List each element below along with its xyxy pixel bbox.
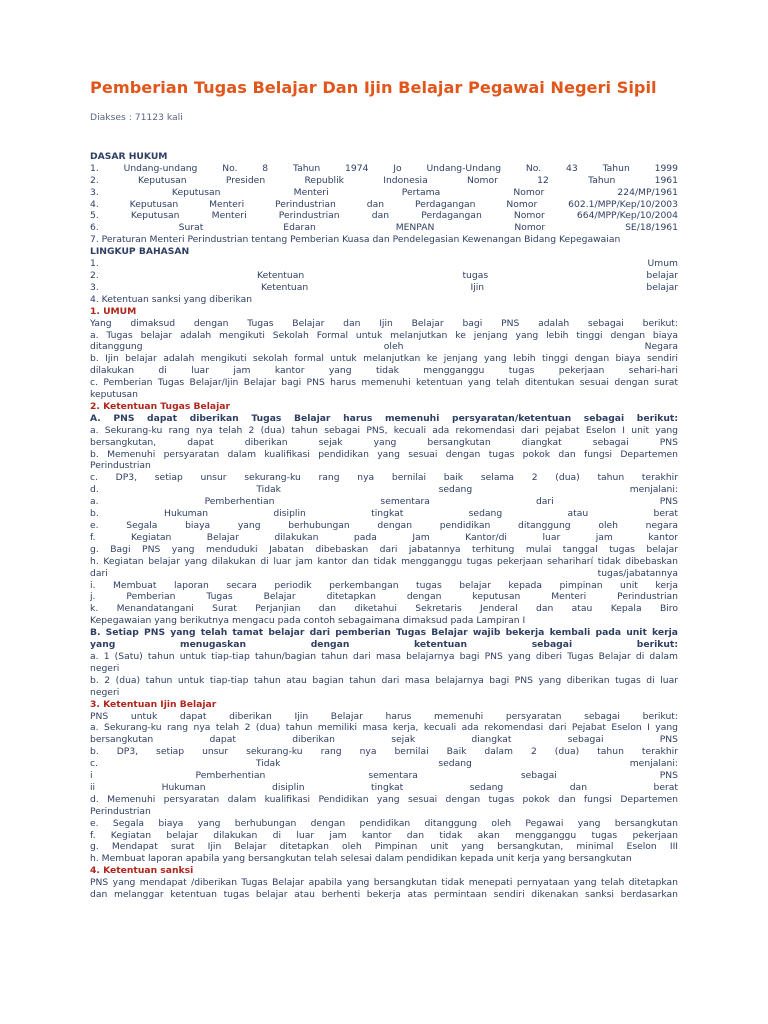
paragraph-line: i. Membuat laporan secara periodik perkembangan tugas belajar kepada pimpinan unit kerja (90, 579, 678, 591)
paragraph-line: g. Mendapat surat Ijin Belajar ditetapkan oleh Pimpinan unit yang bersangkutan, minimal Eselon III (90, 841, 678, 853)
paragraph-line: negeri (90, 662, 120, 674)
section-heading: LINGKUP BAHASAN (90, 246, 190, 258)
paragraph-line: dari tugas/jabatannya (90, 567, 678, 579)
paragraph-line: 2. Ketentuan tugas belajar (90, 269, 678, 281)
paragraph-line: 5. Keputusan Menteri Perindustrian dan Perdagangan Nomor 664/MPP/Kep/10/2004 (90, 210, 678, 222)
section-heading: 2. Ketentuan Tugas Belajar (90, 400, 231, 412)
paragraph-line: d. Tidak sedang menjalani: (90, 484, 678, 496)
paragraph-line: Perindustrian (90, 460, 151, 472)
paragraph-line: dan melanggar ketentuan tugas belajar atau berhenti bekerja atas permintaan sendiri dikenakan sanksi berdasarkan (90, 889, 678, 901)
paragraph-line: bersangkutan dapat diberikan sejak diangkat sebagai PNS (90, 734, 678, 746)
paragraph-line: g. Bagi PNS yang menduduki Jabatan dibebaskan dari jabatannya terhitung mulai tanggal tugas belajar (90, 543, 678, 555)
paragraph-line: b. 2 (dua) tahun untuk tiap-tiap tahun atau bagian tahun dari masa belajarnya bagi PNS yang diberikan tugas di luar (90, 674, 678, 686)
paragraph-line: Perindustrian (90, 805, 151, 817)
section-heading: DASAR HUKUM (90, 150, 168, 162)
paragraph-line: j. Pemberian Tugas Belajar ditetapkan dengan keputusan Menteri Perindustrian (90, 591, 678, 603)
paragraph-line: b. Memenuhi persyaratan dalam kualifikasi pendidikan yang sesuai dengan tugas pokok dan fungsi Departemen (90, 448, 678, 460)
paragraph-line: 2. Keputusan Presiden Republik Indonesia Nomor 12 Tahun 1961 (90, 174, 678, 186)
paragraph-line: PNS untuk dapat diberikan Ijin Belajar harus memenuhi persyaratan sebagai berikut: (90, 710, 678, 722)
paragraph-line: e. Segala biaya yang berhubungan dengan pendidikan ditanggung oleh Pegawai yang bersangkutan (90, 817, 678, 829)
paragraph-line: a. Pemberhentian sementara dari PNS (90, 496, 678, 508)
view-count: Diakses : 71123 kali (90, 112, 183, 123)
paragraph-line: 6. Surat Edaran MENPAN Nomor SE/18/1961 (90, 222, 678, 234)
section-heading: 3. Ketentuan Ijin Belajar (90, 698, 217, 710)
paragraph-line: a. Tugas belajar adalah mengikuti Sekolah Formal untuk melanjutkan ke jenjang yang lebih tinggi dengan biaya (90, 329, 678, 341)
paragraph-line: c. Tidak sedang menjalani: (90, 758, 678, 770)
paragraph-line: h. Membuat laporan apabila yang bersangkutan telah selesai dalam pendidikan kepada unit kerja yang bersangkutan (90, 853, 632, 865)
paragraph-line: ditanggung oleh Negara (90, 341, 678, 353)
paragraph-line: i Pemberhentian sementara sebagai PNS (90, 770, 678, 782)
paragraph-line: 3. Ketentuan Ijin belajar (90, 281, 678, 293)
paragraph-line: b. Ijin belajar adalah mengikuti sekolah formal untuk melanjutkan ke jenjang yang lebih tinggi dengan biaya sendiri (90, 353, 678, 365)
paragraph-line: f. Kegiatan Belajar dilakukan pada Jam Kantor/di luar jam kantor (90, 531, 678, 543)
paragraph-line: PNS yang mendapat /diberikan Tugas Belajar apabila yang bersangkutan tidak menepati pernyataan yang telah ditetapkan (90, 877, 678, 889)
paragraph-line: Yang dimaksud dengan Tugas Belajar dan Ijin Belajar bagi PNS adalah sebagai berikut: (90, 317, 678, 329)
paragraph-line: e. Segala biaya yang berhubungan dengan pendidikan ditanggung oleh negara (90, 520, 678, 531)
paragraph-line: 4. Ketentuan sanksi yang diberikan (90, 293, 253, 305)
subsection-heading: yang menugaskan dengan ketentuan sebagai berikut: (90, 639, 678, 651)
paragraph-line: 4. Keputusan Menteri Perindustrian dan Perdagangan Nomor 602.1/MPP/Kep/10/2003 (90, 198, 678, 210)
paragraph-line: 7. Peraturan Menteri Perindustrian tentang Pemberian Kuasa dan Pendelegasian Kewenangan Bidang Kepegawaian (90, 234, 621, 246)
paragraph-line: d. Memenuhi persyaratan dalam kualifikasi Pendidikan yang sesuai dengan tugas pokok dan fungsi Departemen (90, 793, 678, 805)
subsection-heading: B. Setiap PNS yang telah tamat belajar dari pemberian Tugas Belajar wajib bekerja kembali pada unit kerja (90, 627, 678, 639)
paragraph-line: 1. Undang-undang No. 8 Tahun 1974 Jo Undang-Undang No. 43 Tahun 1999 (90, 162, 678, 174)
paragraph-line: b. DP3, setiap unsur sekurang-ku rang nya bernilai Baik dalam 2 (dua) tahun terakhir (90, 746, 678, 758)
paragraph-line: keputusan (90, 389, 138, 401)
paragraph-line: a. 1 (Satu) tahun untuk tiap-tiap tahun/bagian tahun dari masa belajarnya bagi PNS yang diberi Tugas Belajar di dalam (90, 650, 678, 662)
paragraph-line: b. Hukuman disiplin tingkat sedang atau berat (90, 508, 678, 520)
paragraph-line: c. DP3, setiap unsur sekurang-ku rang nya bernilai baik selama 2 (dua) tahun terakhir (90, 472, 678, 484)
article (90, 78, 678, 901)
subsection-heading: A. PNS dapat diberikan Tugas Belajar harus memenuhi persyaratan/ketentuan sebagai berikut: (90, 412, 678, 424)
paragraph-line: c. Pemberian Tugas Belajar/Ijin Belajar bagi PNS harus memenuhi ketentuan yang telah ditentukan sesuai dengan surat (90, 377, 678, 389)
paragraph-line: a. Sekurang-ku rang nya telah 2 (dua) tahun sebagai PNS, kecuali ada rekomendasi dari pejabat Eselon I unit yang (90, 424, 678, 436)
paragraph-line: dilakukan di luar jam kantor yang tidak mengganggu tugas pekerjaan sehari-hari (90, 365, 678, 377)
paragraph-line: ii Hukuman disiplin tingkat sedang dan berat (90, 781, 678, 793)
paragraph-line: a. Sekurang-ku rang nya telah 2 (dua) tahun memiliki masa kerja, kecuali ada rekomendasi dari Pejabat Eselon I yang (90, 722, 678, 734)
paragraph-line: f. Kegiatan belajar dilakukan di luar jam kantor dan tidak akan mengganggu tugas pekerjaan (90, 829, 678, 841)
section-heading: 1. UMUM (90, 305, 137, 317)
paragraph-line: negeri (90, 686, 120, 698)
page-title: Pemberian Tugas Belajar Dan Ijin Belajar Pegawai Negeri Sipil (90, 78, 657, 97)
paragraph-line: h. Kegiatan belajar yang dilakukan di luar jam kantor dan tidak mengganggu tugas pekerjaan sehariharí tidak dibebaskan (90, 555, 678, 567)
paragraph-line: bersangkutan, dapat diberikan sejak yang bersangkutan diangkat sebagai PNS (90, 436, 678, 448)
paragraph-line: k. Menandatangani Surat Perjanjian dan diketahui Sekretaris Jenderal dan atau Kepala Biro (90, 603, 678, 615)
paragraph-line: 3. Keputusan Menteri Pertama Nomor 224/MP/1961 (90, 186, 678, 198)
paragraph-line: 1. Umum (90, 258, 678, 270)
paragraph-line: Kepegawaian yang berikutnya mengacu pada contoh sebagaimana dimaksud pada Lampiran I (90, 615, 526, 627)
section-heading: 4. Ketentuan sanksi (90, 865, 194, 877)
article-body (90, 151, 678, 901)
